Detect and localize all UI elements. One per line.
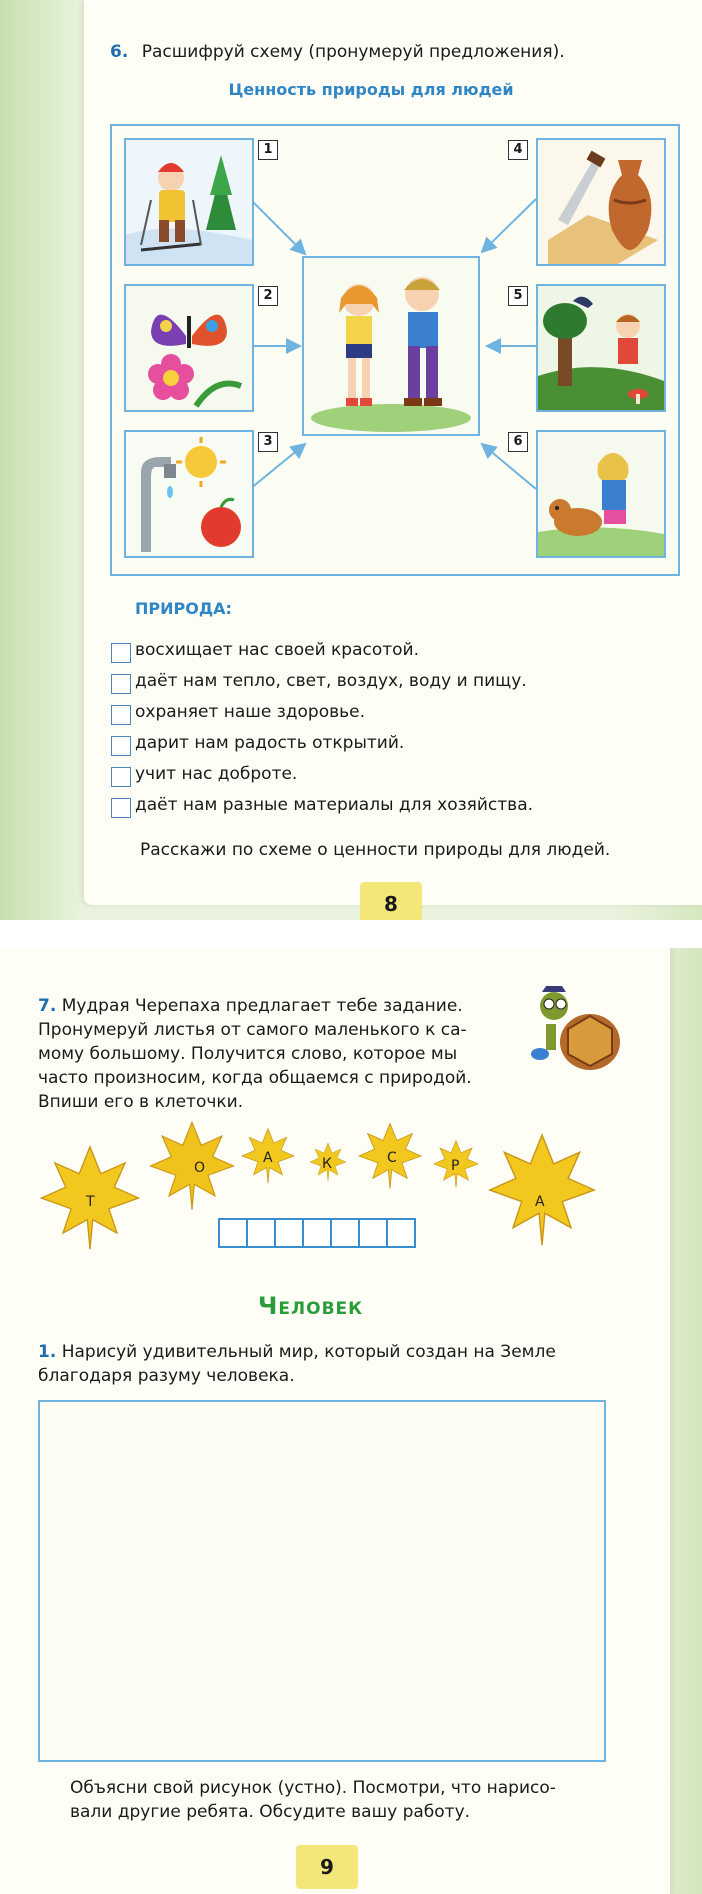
task-7-line-1-text: Мудрая Черепаха предлагает тебе задание. [61,996,463,1016]
leaf-letter-7: А [535,1194,545,1210]
answer-cell-2[interactable] [246,1218,276,1248]
task-7-line-1 [38,994,518,1018]
answer-cell-1[interactable] [218,1218,248,1248]
scheme-number-6: 6 [508,432,528,452]
page-number-9: 9 [296,1845,358,1889]
statement-checkbox-4[interactable] [111,736,131,756]
answer-cell-6[interactable] [358,1218,388,1248]
wise-turtle-icon [528,984,624,1080]
scheme-box-3 [124,430,254,558]
scheme-box-4 [536,138,666,266]
page-8-footer-text: Расскажи по схеме о ценности природы для людей. [140,840,611,860]
leaf-letter-5: С [387,1150,397,1166]
answer-cell-5[interactable] [330,1218,360,1248]
task-1-block [38,1340,638,1388]
task-6-number: 6. [110,42,129,62]
statement-checkbox-2[interactable] [111,674,131,694]
section-title: Человек [258,1292,364,1320]
leaf-letter-1: Т [86,1194,95,1210]
drawing-area[interactable] [38,1400,606,1762]
page-9-footer [70,1776,670,1824]
statement-checkbox-1[interactable] [111,643,131,663]
arrow-4 [482,199,536,252]
scheme-number-1: 1 [258,140,278,160]
children-icon [304,258,478,434]
scheme-box-5 [536,284,666,412]
leaf-7 [490,1135,594,1245]
leaf-2 [151,1122,234,1209]
statement-1: восхищает нас своей красотой. [135,640,420,660]
page-9-footer-line-2: вали другие ребята. Обсудите вашу работу. [70,1802,471,1822]
statement-2: даёт нам тепло, свет, воздух, воду и пищу. [135,671,527,691]
statement-5: учит нас доброте. [135,764,298,784]
task-6-heading [110,40,565,64]
task-7-line-4: часто произносим, когда общаемся с природой. [38,1068,472,1088]
scheme-number-2: 2 [258,286,278,306]
leaf-letter-6: Р [451,1158,460,1174]
page-9-footer-line-1: Объясни свой рисунок (устно). Посмотри, что нарисо- [70,1778,556,1798]
task-7-line-2: Пронумеруй листья от самого маленького к са- [38,1020,467,1040]
task-1-number: 1. [38,1342,57,1362]
task-6-text: Расшифруй схему (пронумеруй предложения). [141,42,565,62]
scheme-box-6 [536,430,666,558]
statement-checkbox-3[interactable] [111,705,131,725]
statement-3: охраняет наше здоровье. [135,702,366,722]
priroda-label: ПРИРОДА: [135,599,232,618]
knife-jug-icon [538,140,664,264]
tap-sun-apple-icon [126,432,252,556]
task-1-line-2: благодаря разуму человека. [38,1366,295,1386]
skier-icon [126,140,252,264]
page-number-8: 8 [360,882,422,926]
task-1-line-1 [38,1340,638,1364]
task-7-block [38,994,518,1114]
task-7-line-3: мому большому. Получится слово, которое мы [38,1044,458,1064]
statement-checkbox-5[interactable] [111,767,131,787]
forest-bird-icon [538,286,664,410]
leaf-letter-4: К [322,1156,332,1172]
task-7-number: 7. [38,996,57,1016]
task-1-line-1-text: Нарисуй удивительный мир, который создан на Земле [61,1342,556,1362]
scheme-number-3: 3 [258,432,278,452]
answer-cell-3[interactable] [274,1218,304,1248]
scheme-box-2 [124,284,254,412]
scheme-box-1 [124,138,254,266]
arrow-1 [250,199,305,254]
scheme-title: Ценность природы для людей [228,80,514,99]
statement-6: даёт нам разные материалы для хозяйства. [135,795,534,815]
statement-checkbox-6[interactable] [111,798,131,818]
scheme-number-4: 4 [508,140,528,160]
girl-dog-icon [538,432,664,556]
page-separator [0,920,702,948]
answer-cell-7[interactable] [386,1218,416,1248]
task-7-line-5: Впиши его в клеточки. [38,1092,244,1112]
leaf-letter-2: О [194,1160,206,1176]
scheme-center [302,256,480,436]
scheme-number-5: 5 [508,286,528,306]
statement-4: дарит нам радость открытий. [135,733,405,753]
butterfly-flower-icon [126,286,252,410]
leaf-letter-3: А [263,1150,273,1166]
answer-cell-4[interactable] [302,1218,332,1248]
